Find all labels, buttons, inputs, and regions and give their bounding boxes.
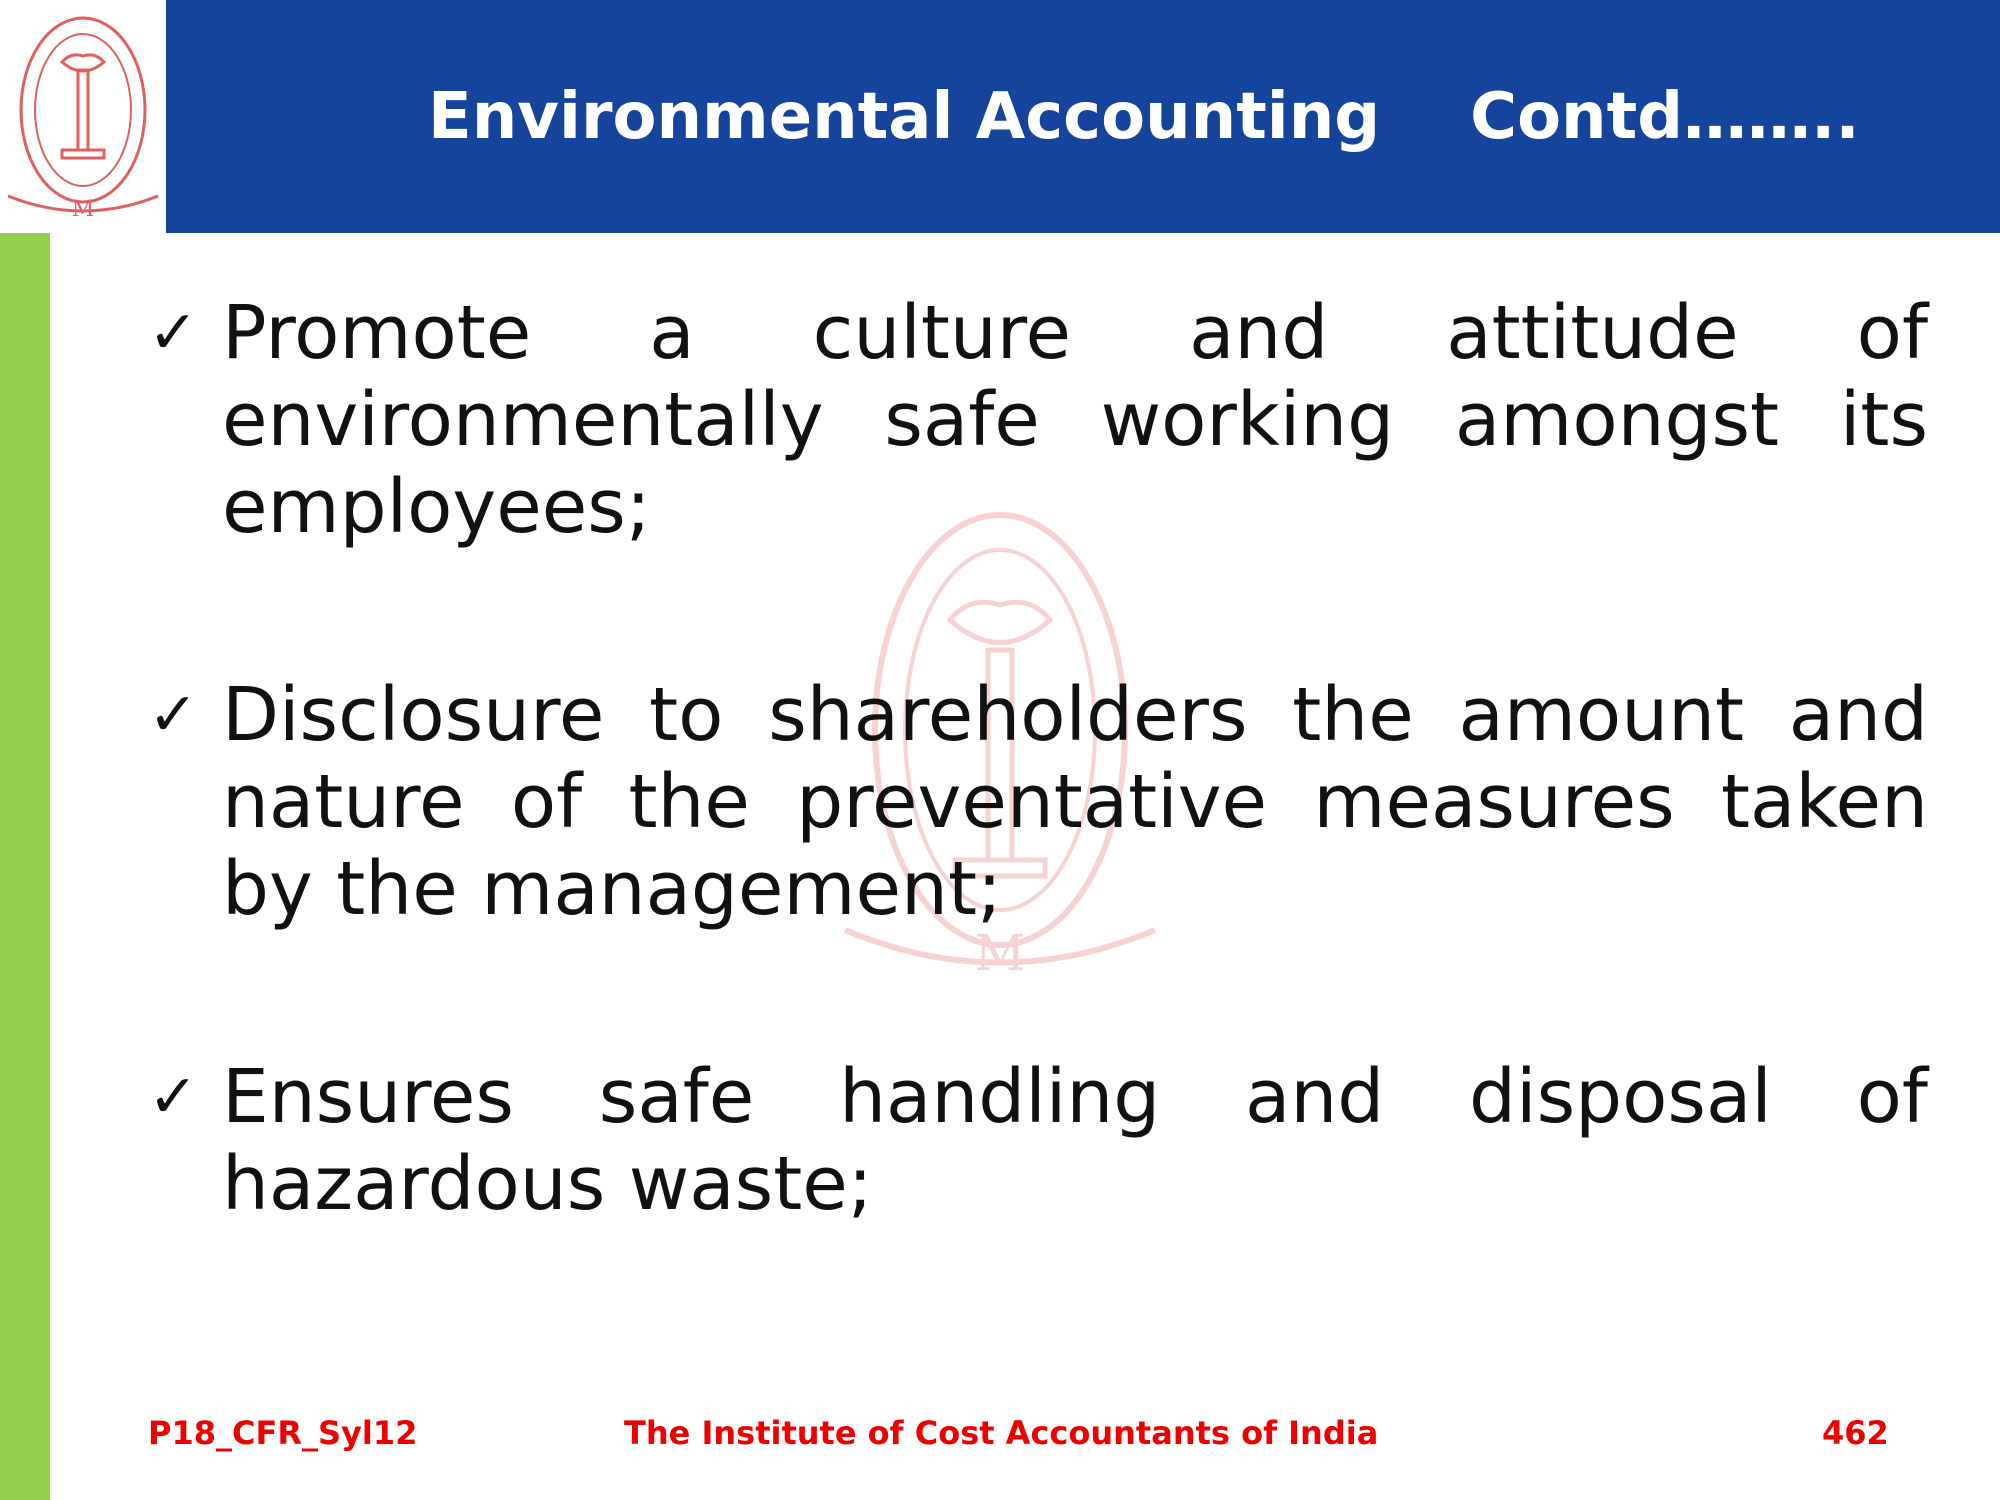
- institute-seal-icon: [0, 0, 166, 233]
- side-accent-bar: [0, 233, 50, 1500]
- footer-institute: The Institute of Cost Accountants of India: [624, 1414, 1379, 1452]
- page-title: [166, 72, 2000, 162]
- title-main: Environmental Accounting: [428, 80, 1381, 154]
- check-icon: ✓: [148, 298, 199, 368]
- logo-area: [0, 0, 166, 233]
- bullet-text: Promote a culture and attitude of environmentally safe working amongst its employees;: [222, 290, 1928, 550]
- check-icon: ✓: [148, 1062, 199, 1132]
- title-contd: Contd……..: [1470, 80, 1860, 154]
- page-number: 462: [1822, 1414, 1889, 1452]
- bullet-item-3: [148, 1054, 1928, 1228]
- check-icon: ✓: [148, 680, 199, 750]
- svg-text:M: M: [974, 924, 1026, 982]
- bullet-text: Disclosure to shareholders the amount and nature of the preventative measures taken by the management;: [222, 672, 1928, 932]
- header-bar: [166, 0, 2000, 233]
- bullet-list: [148, 290, 1928, 1228]
- bullet-item-2: [148, 672, 1928, 933]
- svg-text:M: M: [71, 197, 95, 222]
- footer-code: P18_CFR_Syl12: [148, 1414, 418, 1452]
- bullet-text: Ensures safe handling and disposal of hazardous waste;: [222, 1054, 1928, 1227]
- bullet-item-1: [148, 290, 1928, 551]
